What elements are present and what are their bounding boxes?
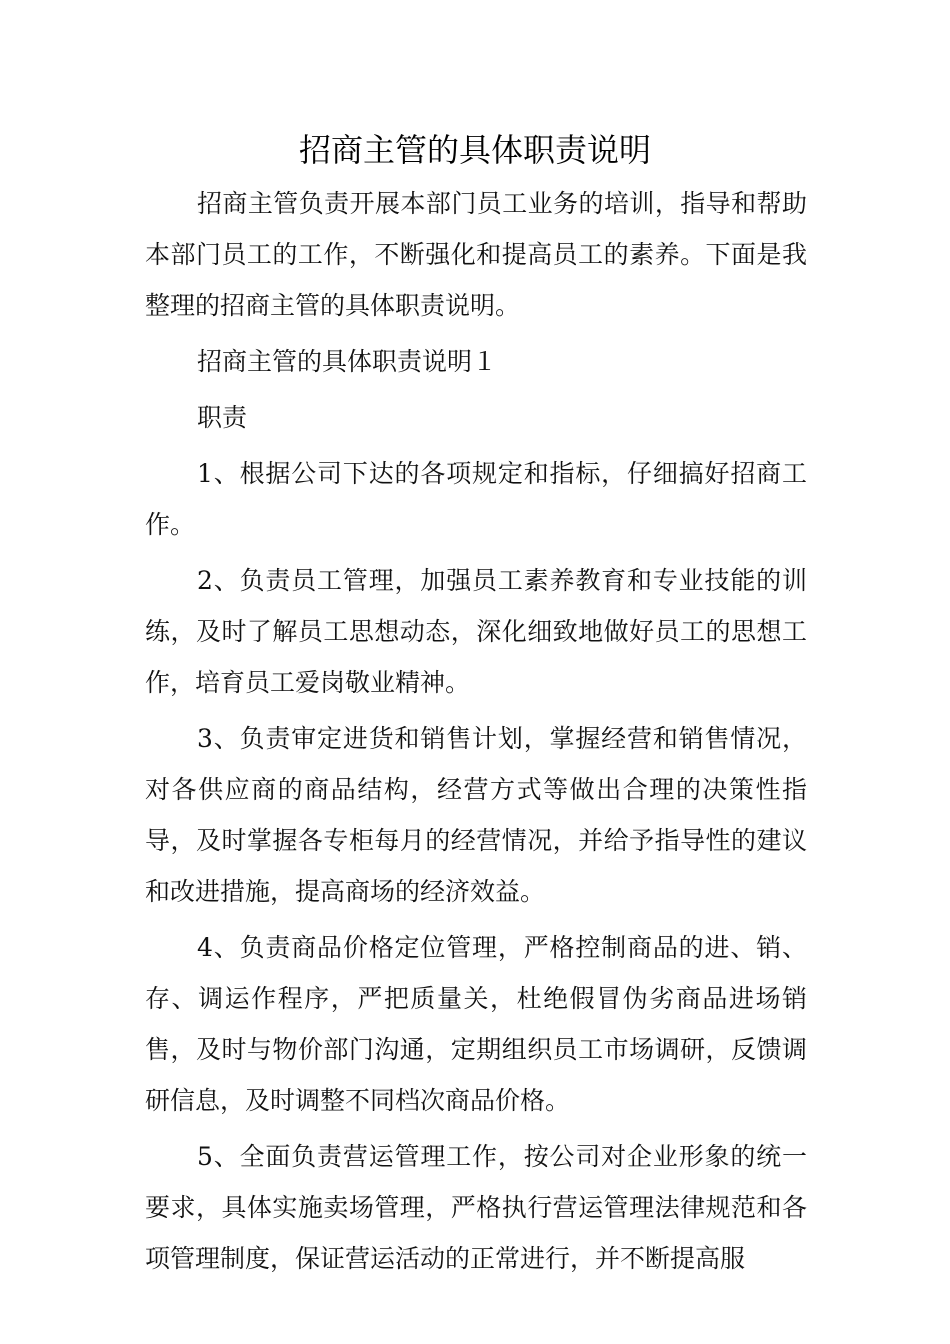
duty-item-2: 2、负责员工管理，加强员工素养教育和专业技能的训练，及时了解员工思想动态，深化细致地做好员工的思想工作，培育员工爱岗敬业精神。 <box>145 566 807 697</box>
duty-item-4: 4、负责商品价格定位管理，严格控制商品的进、销、存、调运作程序，严把质量关，杜绝假冒伪劣商品进场销售，及时与物价部门沟通，定期组织员工市场调研，反馈调研信息，及时调整不同档次商品价格。 <box>145 933 807 1115</box>
subsection-label: 职责 <box>197 403 248 432</box>
duty-item-1: 1、根据公司下达的各项规定和指标，仔细搞好招商工作。 <box>145 459 807 539</box>
duty-item-3: 3、负责审定进货和销售计划，掌握经营和销售情况，对各供应商的商品结构，经营方式等做出合理的决策性指导，及时掌握各专柜每月的经营情况，并给予指导性的建议和改进措施，提高商场的经济效益。 <box>145 724 807 906</box>
document-body <box>145 178 807 1289</box>
document-title: 招商主管的具体职责说明 <box>298 131 651 169</box>
intro-paragraph: 招商主管负责开展本部门员工业务的培训，指导和帮助本部门员工的工作，不断强化和提高员工的素养。下面是我整理的招商主管的具体职责说明。 <box>145 189 807 320</box>
duty-item-5: 5、全面负责营运管理工作，按公司对企业形象的统一要求，具体实施卖场管理，严格执行营运管理法律规范和各项管理制度，保证营运活动的正常进行，并不断提高服 <box>145 1142 807 1273</box>
section-heading: 招商主管的具体职责说明１ <box>197 347 498 376</box>
